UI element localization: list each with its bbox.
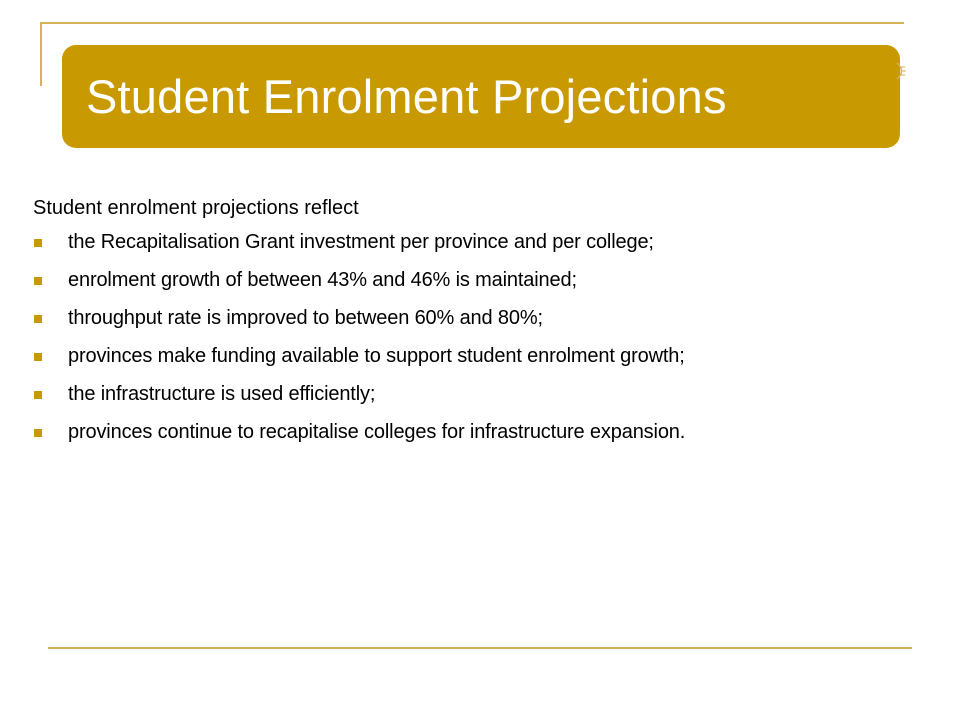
frame-top-line — [40, 22, 904, 24]
bullet-item — [33, 380, 933, 418]
bullet-item — [33, 418, 933, 456]
square-bullet-icon — [34, 391, 42, 399]
bullet-item — [33, 266, 933, 304]
bullet-text: throughput rate is improved to between 60% and 80%; — [68, 307, 543, 329]
bullet-list — [33, 228, 933, 456]
bullet-text: enrolment growth of between 43% and 46% is maintained; — [68, 269, 577, 291]
frame-bottom-line — [48, 647, 912, 649]
bullet-text: provinces make funding available to support student enrolment growth; — [68, 345, 685, 367]
square-bullet-icon — [34, 239, 42, 247]
square-bullet-icon — [34, 353, 42, 361]
square-bullet-icon — [34, 315, 42, 323]
bullet-text: the Recapitalisation Grant investment per province and per college; — [68, 231, 654, 253]
intro-text: Student enrolment projections reflect — [33, 197, 359, 219]
square-bullet-icon — [34, 429, 42, 437]
bullet-item — [33, 304, 933, 342]
title-bar — [62, 45, 900, 148]
bullet-text: the infrastructure is used efficiently; — [68, 383, 376, 405]
slide-title: Student Enrolment Projections — [86, 70, 727, 123]
bullet-text: provinces continue to recapitalise colleges for infrastructure expansion. — [68, 421, 686, 443]
frame-left-line — [40, 22, 42, 86]
slide-body — [33, 194, 933, 456]
bullet-item — [33, 342, 933, 380]
ornament-curve — [897, 63, 902, 79]
bullet-item — [33, 228, 933, 266]
title-ornament-icon — [895, 60, 909, 82]
square-bullet-icon — [34, 277, 42, 285]
